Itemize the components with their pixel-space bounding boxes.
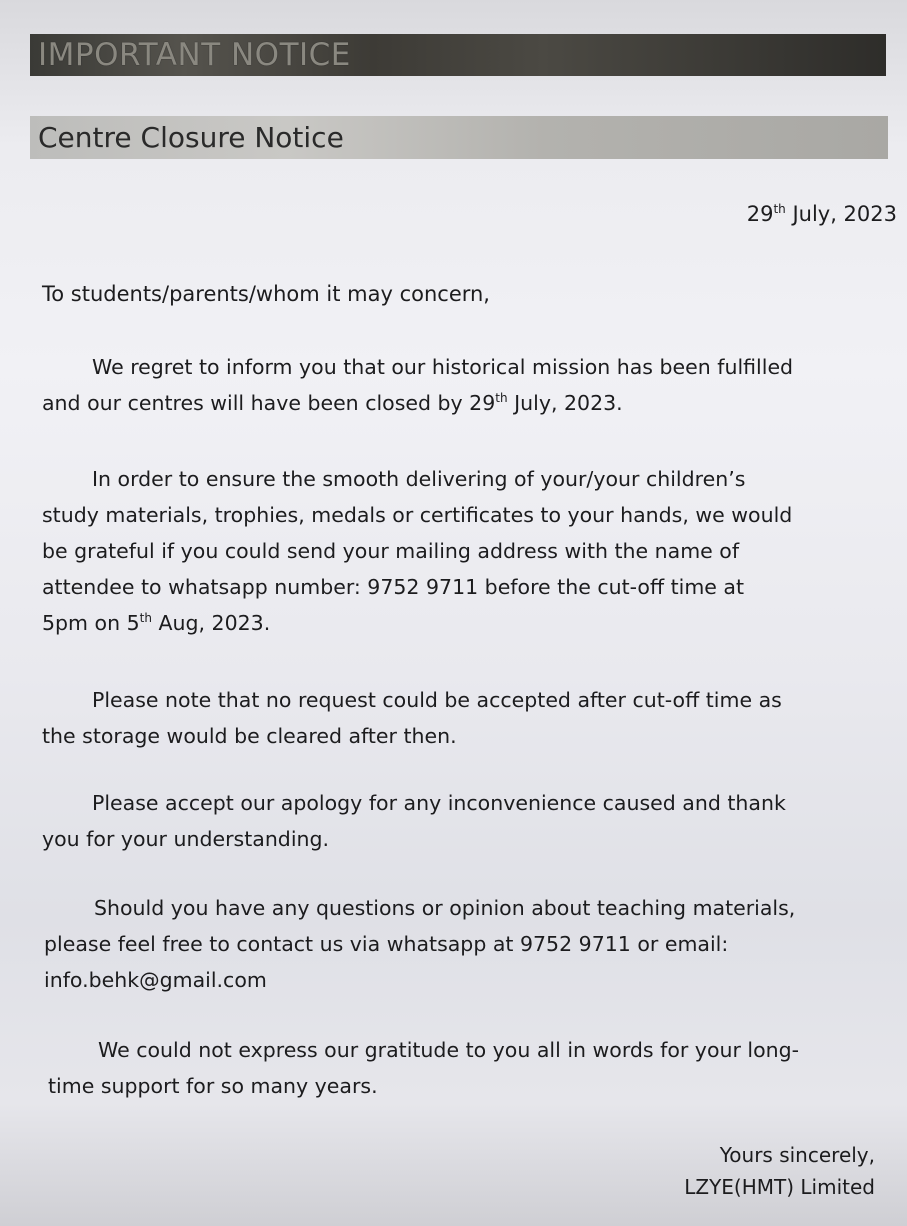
paragraph-contact [44, 890, 894, 998]
paragraph-line: be grateful if you could send your mailing address with the name of [42, 539, 740, 563]
paragraph-line: Should you have any questions or opinion about teaching materials, [94, 896, 796, 920]
notice-date: 29th July, 2023 [746, 202, 897, 226]
closing-phrase: Yours sincerely, [719, 1143, 875, 1167]
signoff [684, 1139, 875, 1203]
contact-email: info.behk@gmail.com [44, 968, 267, 992]
paragraph-line: time support for so many years. [48, 1074, 378, 1098]
title-banner [30, 116, 888, 159]
paragraph-line: We regret to inform you that our historical mission has been fulfilled [92, 355, 794, 379]
paragraph-line: study materials, trophies, medals or certificates to your hands, we would [42, 503, 793, 527]
important-notice-label: IMPORTANT NOTICE [38, 37, 351, 73]
important-notice-banner [30, 34, 886, 76]
paragraph-line: We could not express our gratitude to you all in words for your long- [98, 1038, 800, 1062]
paragraph-mailing-request [42, 461, 892, 641]
paragraph-line: you for your understanding. [42, 827, 330, 851]
paragraph-line: Please accept our apology for any inconvenience caused and thank [92, 791, 786, 815]
paragraph-line: In order to ensure the smooth delivering of your/your children’s [92, 467, 746, 491]
page-title: Centre Closure Notice [38, 121, 344, 154]
company-name: LZYE(HMT) Limited [684, 1175, 875, 1199]
paragraph-apology [42, 785, 892, 857]
paragraph-closure [42, 349, 892, 421]
paragraph-line: 5pm on 5th Aug, 2023. [42, 611, 271, 635]
paragraph-line: the storage would be cleared after then. [42, 724, 457, 748]
paragraph-gratitude [48, 1032, 898, 1104]
salutation: To students/parents/whom it may concern, [42, 282, 490, 306]
paragraph-cutoff-note [42, 682, 892, 754]
paragraph-line: Please note that no request could be accepted after cut-off time as [92, 688, 782, 712]
paragraph-line: please feel free to contact us via whatsapp at 9752 9711 or email: [44, 932, 729, 956]
paragraph-line: and our centres will have been closed by 29th July, 2023. [42, 391, 623, 415]
paragraph-line: attendee to whatsapp number: 9752 9711 before the cut-off time at [42, 575, 745, 599]
